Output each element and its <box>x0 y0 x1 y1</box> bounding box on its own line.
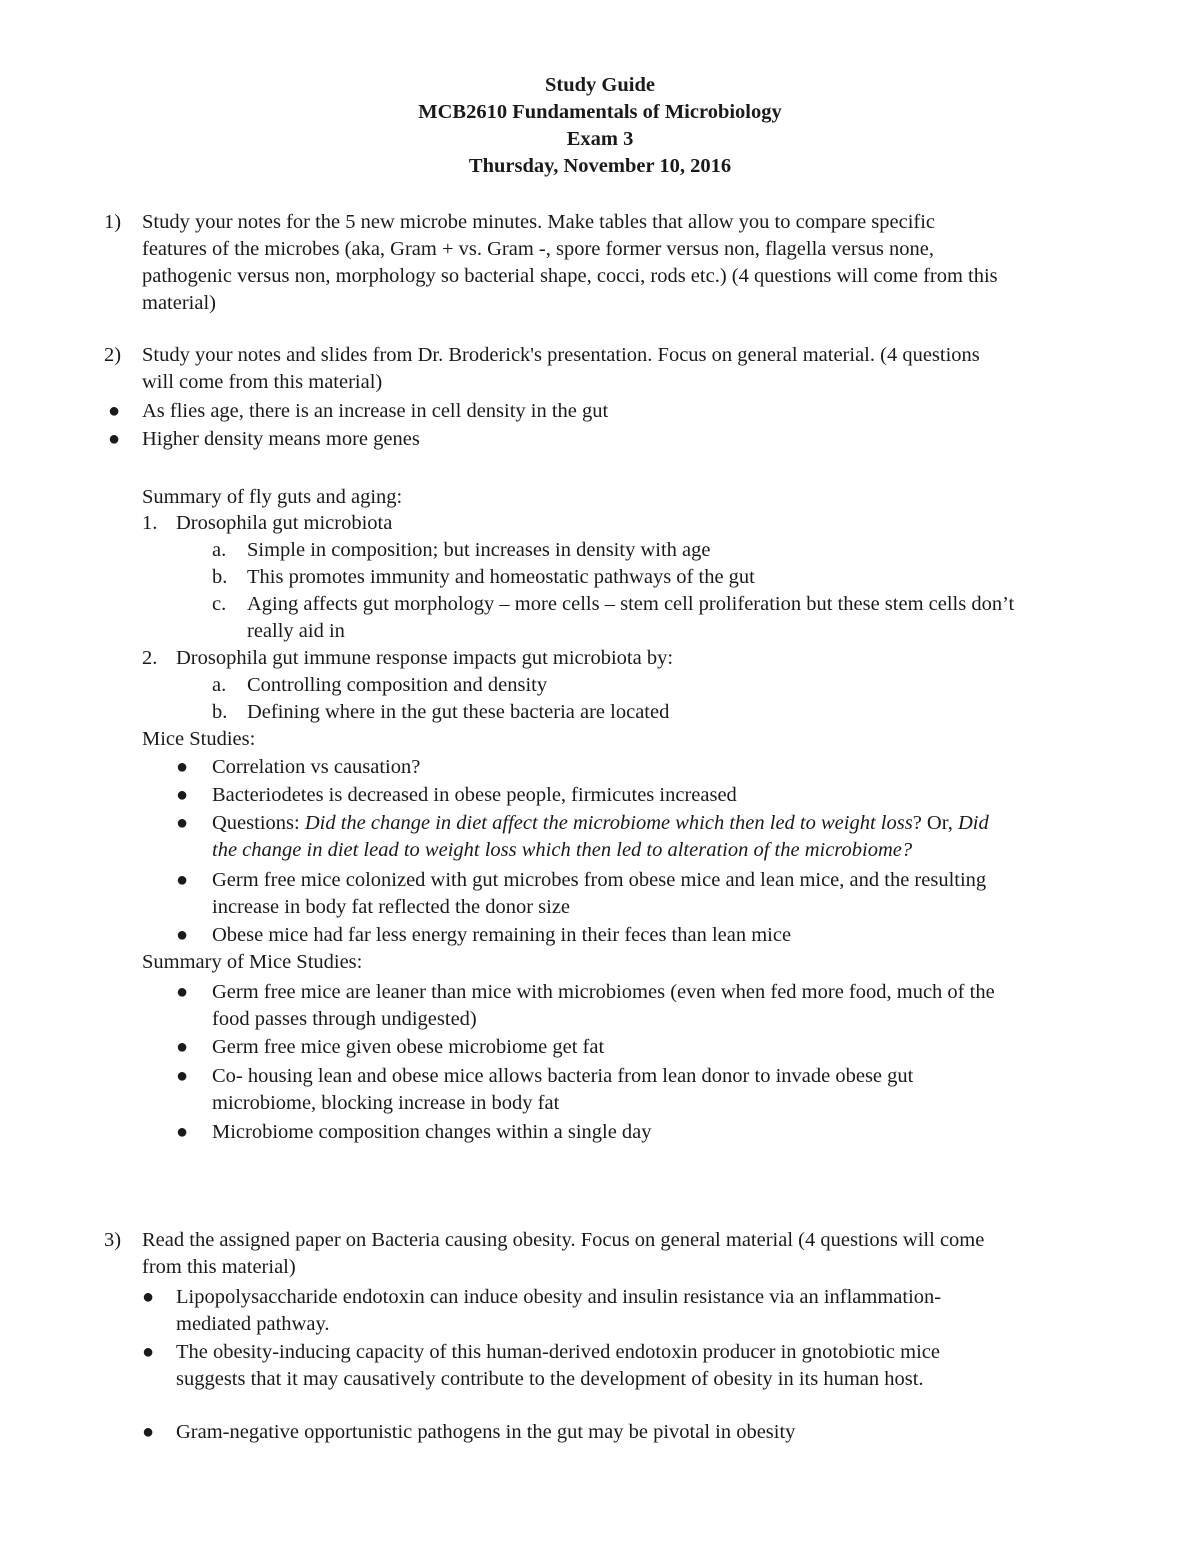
bullet-icon: ● <box>142 1286 155 1308</box>
numbered-item: 1. Drosophila gut microbiota <box>142 510 1042 537</box>
header-course: MCB2610 Fundamentals of Microbiology <box>418 101 782 123</box>
bullet-icon: ● <box>176 784 189 806</box>
section-number: 2) <box>104 344 122 366</box>
section-text-line: will come from this material) <box>142 371 383 393</box>
bullet-icon: ● <box>176 1036 189 1058</box>
numbered-item: 2. Drosophila gut immune response impacts gut microbiota by: <box>142 645 1042 672</box>
item-number: 2. <box>142 647 158 669</box>
bullet-icon: ● <box>142 1341 155 1363</box>
section-text-line: Read the assigned paper on Bacteria causing obesity. Focus on general material (4 questions will come <box>142 1229 985 1251</box>
section-text-line: Study your notes and slides from Dr. Broderick's presentation. Focus on general material. (4 questions <box>142 344 980 366</box>
bullet-icon: ● <box>176 812 189 834</box>
bullet-icon: ● <box>176 1121 189 1143</box>
subsection-title: Summary of Mice Studies: <box>142 951 363 973</box>
list-item: ● Higher density means more genes <box>108 426 1168 453</box>
section-text-line: pathogenic versus non, morphology so bacterial shape, cocci, rods etc.) (4 questions will come from this <box>142 265 998 287</box>
list-item: ● Correlation vs causation? <box>176 754 1156 781</box>
list-item: ● Questions: Did the change in diet affect the microbiome which then led to weight loss? Or, Did the change in diet lead to weight loss which then led to alteration of the microbiome? <box>176 812 989 861</box>
list-item: ● Lipopolysaccharide endotoxin can induce obesity and insulin resistance via an inflammation- mediated pathway. <box>142 1286 942 1335</box>
bullet-icon: ● <box>176 924 189 946</box>
subsection-title: Summary of fly guts and aging: <box>142 486 403 508</box>
lettered-item: b. Defining where in the gut these bacteria are located <box>212 701 670 723</box>
header-title: Study Guide <box>545 74 655 96</box>
section-text-line: features of the microbes (aka, Gram + vs. Gram -, spore former versus non, flagella versus none, <box>142 238 935 260</box>
item-number: 1. <box>142 512 158 534</box>
list-item: ● Germ free mice given obese microbiome get fat <box>176 1034 1156 1061</box>
lettered-item: a. Controlling composition and density <box>212 674 548 696</box>
bullet-icon: ● <box>142 1421 155 1443</box>
list-item: ● Microbiome composition changes within a single day <box>176 1119 1156 1146</box>
lettered-item: a. Simple in composition; but increases in density with age <box>212 539 711 561</box>
bullet-icon: ● <box>176 1065 189 1087</box>
section-number: 3) <box>104 1229 122 1251</box>
list-item: ● Gram-negative opportunistic pathogens in the gut may be pivotal in obesity <box>142 1419 1142 1446</box>
subsection-title: Mice Studies: <box>142 728 256 750</box>
header-date: Thursday, November 10, 2016 <box>468 155 732 177</box>
list-item: ● As flies age, there is an increase in cell density in the gut <box>108 398 1168 425</box>
section-text-line: Study your notes for the 5 new microbe minutes. Make tables that allow you to compare specific <box>142 211 936 233</box>
list-item: ● Co- housing lean and obese mice allows bacteria from lean donor to invade obese gut microbiome, blocking increase in body fat <box>176 1065 914 1114</box>
list-item: ● Germ free mice are leaner than mice with microbiomes (even when fed more food, much of the food passes through undigested) <box>176 981 995 1030</box>
bullet-icon: ● <box>176 869 189 891</box>
section-text-line: from this material) <box>142 1256 296 1278</box>
list-item: ● The obesity-inducing capacity of this human-derived endotoxin producer in gnotobiotic mice suggests that it may causatively contribute to the development of obesity in its human host. <box>142 1341 940 1390</box>
bullet-icon: ● <box>108 428 121 450</box>
bullet-icon: ● <box>176 981 189 1003</box>
section-text-line: material) <box>142 292 216 314</box>
section-number: 1) <box>104 211 122 233</box>
lettered-item: b. This promotes immunity and homeostatic pathways of the gut <box>212 566 755 588</box>
list-item: ● Bacteriodetes is decreased in obese people, firmicutes increased <box>176 782 1156 809</box>
lettered-item: c. Aging affects gut morphology – more cells – stem cell proliferation but these stem cells don’t really aid in <box>212 593 1015 642</box>
bullet-icon: ● <box>176 756 189 778</box>
document-header <box>0 72 1200 180</box>
list-item: ● Germ free mice colonized with gut microbes from obese mice and lean mice, and the resulting increase in body fat reflected the donor size <box>176 869 987 918</box>
list-item: ● Obese mice had far less energy remaining in their feces than lean mice <box>176 922 1156 949</box>
header-exam: Exam 3 <box>566 128 634 150</box>
bullet-icon: ● <box>108 400 121 422</box>
